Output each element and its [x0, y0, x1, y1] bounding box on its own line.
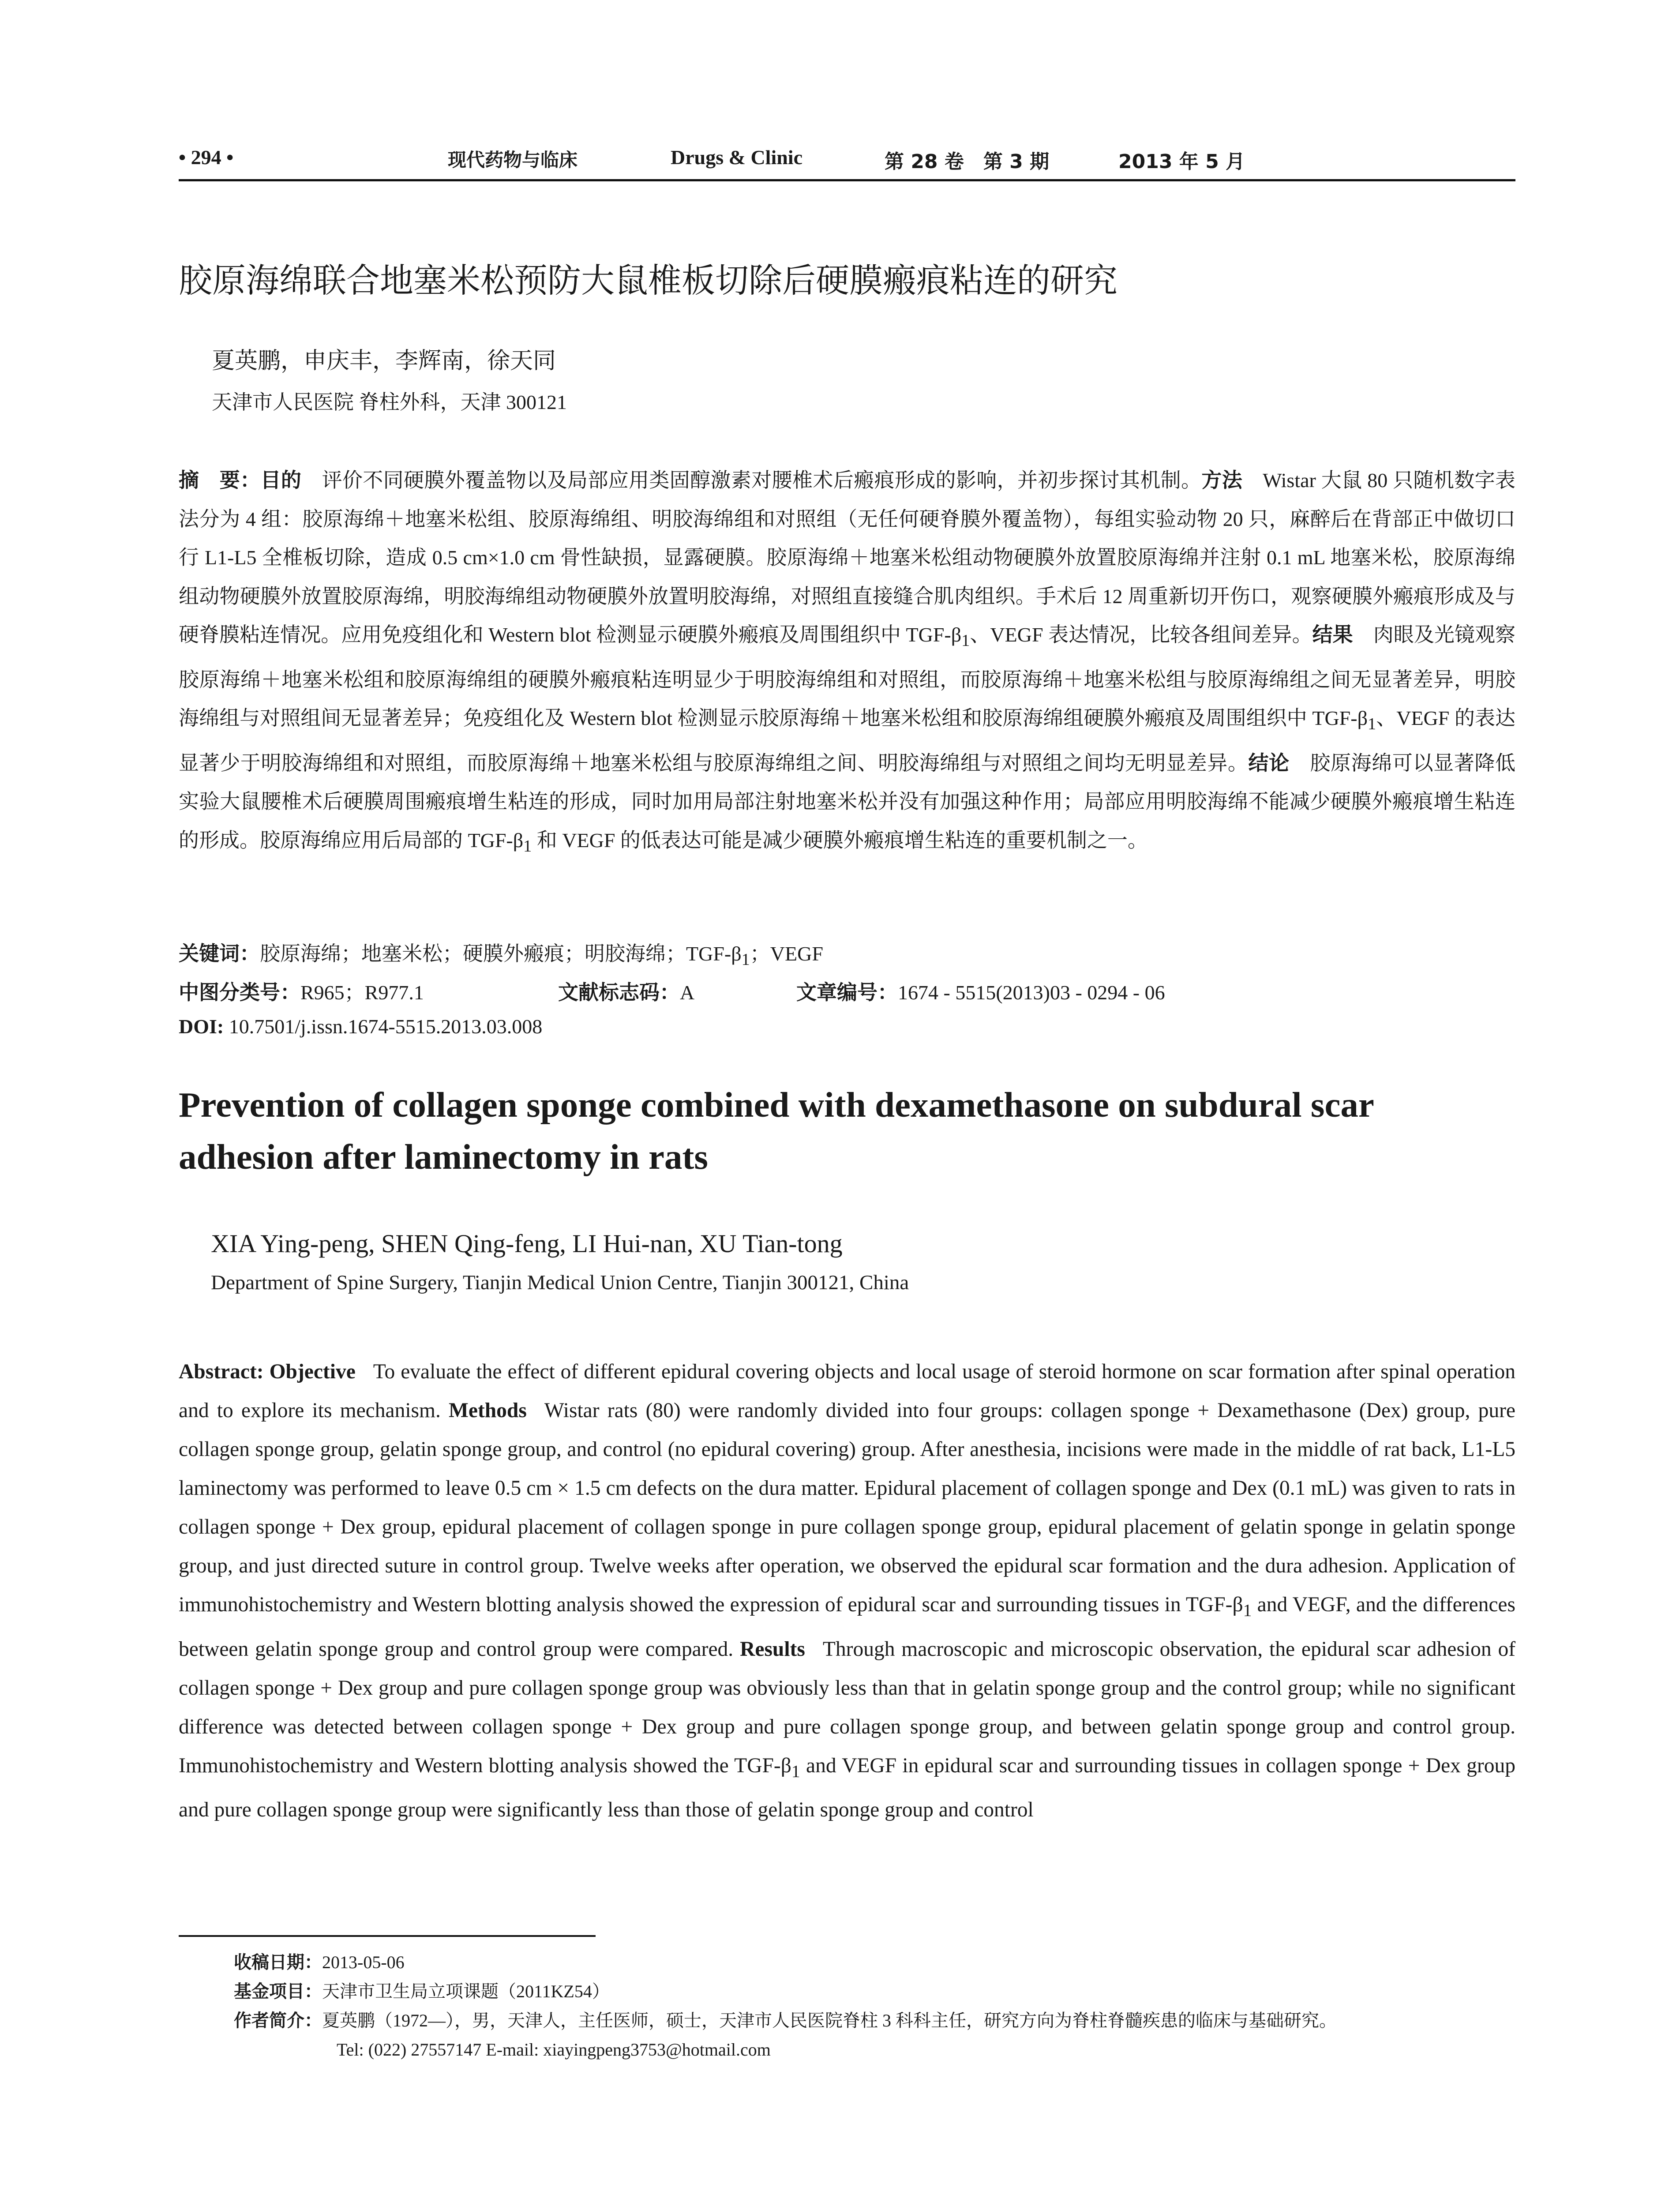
fund-text: 天津市卫生局立项课题（2011KZ54） — [322, 1981, 610, 2001]
methods-cn-label: 方法 — [1201, 468, 1243, 492]
objective-en-text: To evaluate the effect of different epidural covering objects and local usage of steroid hormone on scar formation after spinal operation and to explore its mechanism. — [179, 1360, 1516, 1422]
methods-cn-subscript: 1 — [961, 631, 970, 650]
journal-name-cn: 现代药物与临床 — [448, 149, 578, 171]
footnote-fund — [234, 1979, 1522, 2008]
results-en-text-b: and VEGF in epidural scar and surrounding tissues in collagen sponge + Dex group and pure collagen sponge group were significantly less than those of gelatin sponge group and control — [179, 1754, 1515, 1821]
methods-en-text-a: Wistar rats (80) were randomly divided into four groups: collagen sponge + Dexamethasone (Dex) group, pure collagen sponge group, gelatin sponge group, and control (no epidural covering) group. After anesthesia, incisions were made in the middle of rat back, L1-L5 laminectomy was performed to leave 0.5 cm × 1.5 cm defects on the dura matter. Epidural placement of collagen sponge and Dex (0.1 mL) was given to rats in collagen sponge + Dex group, epidural placement of collagen sponge in pure collagen sponge group, epidural placement of gelatin sponge in gelatin sponge group, and just directed suture in control group. Twelve weeks after operation, we observed the epidural scar formation and the dura adhesion. Application of immunohistochemistry and Western blotting analysis showed the expression of epidural scar and surrounding tissues in TGF-β — [179, 1399, 1515, 1616]
methods-en-subscript: 1 — [1243, 1600, 1252, 1620]
footnote-author — [234, 2008, 1522, 2037]
objective-cn-label: 目的 — [260, 468, 302, 492]
methods-en-label: Methods — [449, 1399, 527, 1422]
abstract-en-label: Abstract: — [179, 1360, 264, 1383]
article-no-value: 1674 - 5515(2013)03 - 0294 - 06 — [898, 981, 1165, 1004]
authors-cn: 夏英鹏，申庆丰，李辉南，徐天同 — [212, 349, 556, 374]
author-bio-label: 作者简介： — [234, 2011, 322, 2031]
doi-line — [179, 1015, 1515, 1038]
results-en-label: Results — [740, 1637, 805, 1661]
doi-value: 10.7501/j.issn.1674-5515.2013.03.008 — [224, 1015, 543, 1038]
page-number: • 294 • — [179, 146, 234, 169]
running-header — [179, 140, 1515, 176]
author-bio-text: 夏英鹏（1972—），男，天津人，主任医师，硕士，天津市人民医院脊柱 3 科科主任，研究方向为脊柱脊髓疾患的临床与基础研究。 — [322, 2011, 1337, 2030]
doi-label: DOI: — [179, 1015, 224, 1038]
conclusion-cn-label: 结论 — [1248, 750, 1290, 775]
volume-issue: 第 28 卷 第 3 期 — [885, 150, 1050, 173]
footnote-rule — [179, 1935, 596, 1937]
fund-label: 基金项目： — [234, 1981, 322, 2002]
methods-cn-tail: 、VEGF 表达情况，比较各组间差异。 — [970, 623, 1312, 646]
received-date: 2013-05-06 — [322, 1952, 405, 1972]
authors-en: XIA Ying-peng, SHEN Qing-feng, LI Hui-nan, XU Tian-tong — [211, 1229, 843, 1258]
keywords-cn-text-a: 胶原海绵；地塞米松；硬膜外瘢痕；明胶海绵；TGF-β — [260, 942, 742, 965]
journal-name-en: Drugs & Clinic — [671, 146, 802, 169]
classification-cn — [179, 976, 1515, 1003]
conclusion-cn-text-b: 和 VEGF 的低表达可能是减少硬膜外瘢痕增生粘连的重要机制之一。 — [532, 829, 1148, 852]
received-label: 收稿日期： — [234, 1952, 322, 1973]
issue-date: 2013 年 5 月 — [1118, 150, 1245, 173]
objective-en-label: Objective — [269, 1360, 356, 1383]
footnotes — [234, 1950, 1522, 2067]
results-en-text-a: Through macroscopic and microscopic observation, the epidural scar adhesion of collagen sponge + Dex group and pure collagen sponge group was obviously less than that in gelatin sponge group and the control group; while no significant difference was detected between collagen sponge + Dex group and pure collagen sponge group, and between gelatin sponge group and control group. Immunohistochemistry and Western blotting analysis showed the TGF-β — [179, 1637, 1516, 1777]
abstract-cn-label: 摘 要： — [179, 468, 261, 492]
keywords-cn-text-b: ；VEGF — [750, 942, 823, 965]
keywords-cn-label: 关键词： — [179, 942, 260, 965]
title-en: Prevention of collagen sponge combined with dexamethasone on subdural scar adhesion after laminectomy in rats — [179, 1085, 1374, 1177]
conclusion-cn-text-a: 胶原海绵可以显著降低实验大鼠腰椎术后硬膜周围瘢痕增生粘连的形成，同时加用局部注射地塞米松并没有加强这种作用；局部应用明胶海绵不能减少硬膜外瘢痕增生粘连的形成。胶原海绵应用后局部的 TGF-β — [179, 751, 1515, 852]
doc-code-label: 文献标志码： — [558, 980, 680, 1004]
affiliation-cn: 天津市人民医院 脊柱外科，天津 300121 — [212, 391, 567, 413]
results-cn-label: 结果 — [1312, 623, 1353, 646]
results-cn-text-a: 肉眼及光镜观察胶原海绵＋地塞米松组和胶原海绵组的硬膜外瘢痕粘连明显少于明胶海绵组和对照组，而胶原海绵＋地塞米松组与胶原海绵组之间无显著差异，明胶海绵组与对照组间无显著差异；免疫组化及 Western blot 检测显示胶原海绵＋地塞米松组和胶原海绵组硬膜外瘢痕及周围组织中 TGF-β — [179, 623, 1516, 730]
header-rule — [179, 179, 1515, 181]
footnote-received — [234, 1950, 1522, 1979]
abstract-cn — [179, 461, 1515, 866]
doc-code-value: A — [680, 981, 695, 1004]
title-cn: 胶原海绵联合地塞米松预防大鼠椎板切除后硬膜瘢痕粘连的研究 — [179, 261, 1118, 300]
footnote-contact: Tel: (022) 27557147 E-mail: xiayingpeng3753@hotmail.com — [337, 2040, 771, 2060]
conclusion-cn-subscript: 1 — [523, 837, 532, 856]
affiliation-en: Department of Spine Surgery, Tianjin Medical Union Centre, Tianjin 300121, China — [211, 1271, 909, 1294]
clc-value: R965；R977.1 — [300, 981, 424, 1004]
clc-label: 中图分类号： — [179, 980, 300, 1004]
keywords-cn-subscript: 1 — [741, 950, 750, 969]
results-cn-subscript: 1 — [1367, 715, 1376, 734]
objective-cn-text: 评价不同硬膜外覆盖物以及局部应用类固醇激素对腰椎术后瘢痕形成的影响，并初步探讨其机制。 — [322, 469, 1202, 491]
abstract-en — [179, 1352, 1515, 1829]
article-no-label: 文章编号： — [796, 980, 898, 1004]
results-cn-text-b: 、VEGF 的表达显著少于明胶海绵组和对照组，而胶原海绵＋地塞米松组与胶原海绵组之间、明胶海绵组与对照组之间均无明显差异。 — [179, 707, 1515, 774]
methods-en-text-b: and VEGF, and the differences between gelatin sponge group and control group were compared. — [179, 1593, 1515, 1661]
results-en-subscript: 1 — [791, 1761, 800, 1781]
keywords-cn — [179, 938, 1515, 969]
methods-cn-text: Wistar 大鼠 80 只随机数字表法分为 4 组：胶原海绵＋地塞米松组、胶原海绵组、明胶海绵组和对照组（无任何硬脊膜外覆盖物），每组实验动物 20 只，麻醉后在背部正中做切口行 L1-L5 全椎板切除，造成 0.5 cm×1.0 cm 骨性缺损，显露硬膜。胶原海绵＋地塞米松组动物硬膜外放置胶原海绵并注射 0.1 mL 地塞米松，胶原海绵组动物硬膜外放置胶原海绵，明胶海绵组动物硬膜外放置明胶海绵，对照组直接缝合肌肉组织。手术后 12 周重新切开伤口，观察硬膜外瘢痕形成及与硬脊膜粘连情况。应用免疫组化和 Western blot 检测显示硬膜外瘢痕及周围组织中 TGF-β — [179, 469, 1516, 646]
